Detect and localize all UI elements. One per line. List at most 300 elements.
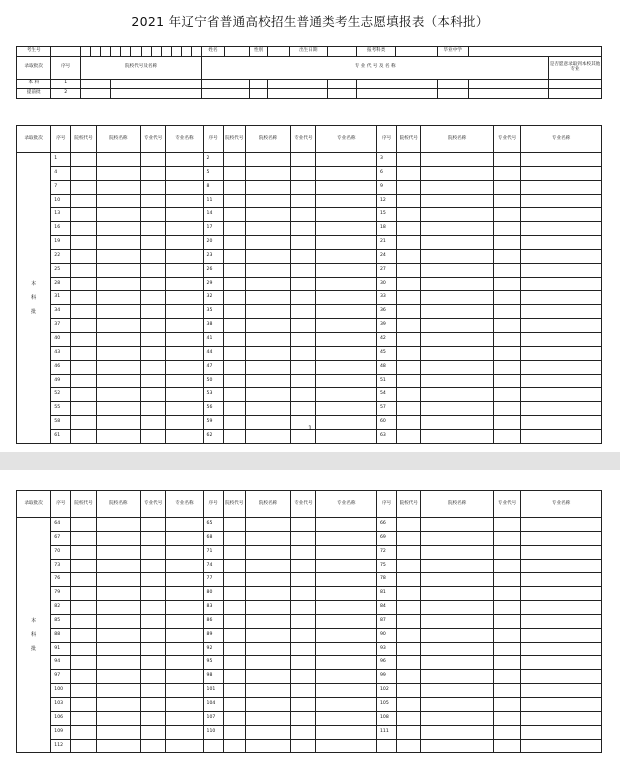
school-name-field[interactable] xyxy=(245,319,290,333)
major-field[interactable] xyxy=(202,79,250,89)
major-name-field[interactable] xyxy=(521,263,602,277)
major-code-field[interactable] xyxy=(291,180,316,194)
school-code-field[interactable] xyxy=(71,180,96,194)
major-name-field[interactable] xyxy=(166,402,203,416)
school-name-field[interactable] xyxy=(421,180,494,194)
school-name-field[interactable] xyxy=(421,670,494,684)
school-code-field[interactable] xyxy=(223,725,245,739)
major-name-field[interactable] xyxy=(521,332,602,346)
major-code-field[interactable] xyxy=(291,614,316,628)
school-code-field[interactable] xyxy=(223,208,245,222)
major-code-field[interactable] xyxy=(493,222,520,236)
major-name-field[interactable] xyxy=(521,153,602,167)
school-code-field[interactable] xyxy=(397,614,421,628)
school-code-field[interactable] xyxy=(223,332,245,346)
school-code-field[interactable] xyxy=(223,236,245,250)
school-code-field[interactable] xyxy=(223,711,245,725)
school-code-field[interactable] xyxy=(223,559,245,573)
school-name-field[interactable] xyxy=(421,642,494,656)
major-name-field[interactable] xyxy=(521,166,602,180)
school-code-field[interactable] xyxy=(397,628,421,642)
major-name-field[interactable] xyxy=(166,346,203,360)
major-code-field[interactable] xyxy=(141,319,166,333)
major-name-field[interactable] xyxy=(316,208,377,222)
major-code-field[interactable] xyxy=(141,236,166,250)
major-name-field[interactable] xyxy=(521,222,602,236)
major-code-field[interactable] xyxy=(141,559,166,573)
school-name-field[interactable] xyxy=(245,670,290,684)
school-name-field[interactable] xyxy=(245,545,290,559)
school-name-field[interactable] xyxy=(96,208,140,222)
school-name-field[interactable] xyxy=(421,319,494,333)
major-code-field[interactable] xyxy=(437,89,468,99)
major-name-field[interactable] xyxy=(316,319,377,333)
school-name-field[interactable] xyxy=(421,374,494,388)
major-code-field[interactable] xyxy=(493,559,520,573)
major-name-field[interactable] xyxy=(521,670,602,684)
exam-id-digit[interactable] xyxy=(161,47,171,57)
school-code-field[interactable] xyxy=(71,374,96,388)
school-code-field[interactable] xyxy=(223,601,245,615)
school-code-field[interactable] xyxy=(397,291,421,305)
school-name-field[interactable] xyxy=(96,739,140,753)
school-name-field[interactable] xyxy=(421,545,494,559)
school-code-field[interactable] xyxy=(71,670,96,684)
school-code-field[interactable] xyxy=(223,388,245,402)
major-name-field[interactable] xyxy=(166,236,203,250)
major-code-field[interactable] xyxy=(141,402,166,416)
school-name-field[interactable] xyxy=(421,402,494,416)
school-code-field[interactable] xyxy=(223,587,245,601)
school-code-field[interactable] xyxy=(71,656,96,670)
school-name-field[interactable] xyxy=(96,180,140,194)
major-name-field[interactable] xyxy=(521,319,602,333)
school-name-field[interactable] xyxy=(96,291,140,305)
school-code-field[interactable] xyxy=(223,346,245,360)
school-name-field[interactable] xyxy=(245,725,290,739)
major-name-field[interactable] xyxy=(166,531,203,545)
major-name-field[interactable] xyxy=(316,656,377,670)
school-name-field[interactable] xyxy=(421,628,494,642)
subject-field[interactable] xyxy=(395,47,437,57)
school-code-field[interactable] xyxy=(71,346,96,360)
school-name-field[interactable] xyxy=(245,388,290,402)
school-name-field[interactable] xyxy=(421,388,494,402)
major-name-field[interactable] xyxy=(316,711,377,725)
school-code-field[interactable] xyxy=(223,739,245,753)
school-name-field[interactable] xyxy=(245,684,290,698)
major-name-field[interactable] xyxy=(166,684,203,698)
major-code-field[interactable] xyxy=(141,388,166,402)
school-name-field[interactable] xyxy=(245,628,290,642)
school-name-field[interactable] xyxy=(96,697,140,711)
school-name-field[interactable] xyxy=(245,531,290,545)
major-name-field[interactable] xyxy=(521,725,602,739)
school-name-field[interactable] xyxy=(245,236,290,250)
school-name-field[interactable] xyxy=(421,166,494,180)
school-name-field[interactable] xyxy=(245,291,290,305)
major-code-field[interactable] xyxy=(493,518,520,532)
school-code-field[interactable] xyxy=(223,263,245,277)
school-code-field[interactable] xyxy=(71,739,96,753)
school-code-field[interactable] xyxy=(223,628,245,642)
major-name-field[interactable] xyxy=(521,573,602,587)
major-code-field[interactable] xyxy=(141,601,166,615)
major-name-field[interactable] xyxy=(166,360,203,374)
major-code-field[interactable] xyxy=(493,573,520,587)
major-code-field[interactable] xyxy=(493,614,520,628)
school-code-field[interactable] xyxy=(397,346,421,360)
school-code-field[interactable] xyxy=(223,402,245,416)
major-name-field[interactable] xyxy=(316,573,377,587)
major-code-field[interactable] xyxy=(291,684,316,698)
school-code-field[interactable] xyxy=(71,628,96,642)
school-code-field[interactable] xyxy=(397,531,421,545)
school-code-field[interactable] xyxy=(71,545,96,559)
school-name-field[interactable] xyxy=(245,194,290,208)
major-name-field[interactable] xyxy=(166,208,203,222)
school-code-field[interactable] xyxy=(80,79,110,89)
major-name-field[interactable] xyxy=(316,614,377,628)
school-code-field[interactable] xyxy=(71,222,96,236)
major-name-field[interactable] xyxy=(521,360,602,374)
major-name-field[interactable] xyxy=(316,697,377,711)
major-code-field[interactable] xyxy=(493,166,520,180)
school-code-field[interactable] xyxy=(71,711,96,725)
major-code-field[interactable] xyxy=(291,277,316,291)
major-code-field[interactable] xyxy=(493,277,520,291)
major-name-field[interactable] xyxy=(316,291,377,305)
school-name-field[interactable] xyxy=(245,263,290,277)
major-name-field[interactable] xyxy=(166,559,203,573)
major-code-field[interactable] xyxy=(493,601,520,615)
school-code-field[interactable] xyxy=(71,573,96,587)
major-code-field[interactable] xyxy=(291,166,316,180)
school-code-field[interactable] xyxy=(71,697,96,711)
school-name-field[interactable] xyxy=(421,305,494,319)
major-code-field[interactable] xyxy=(291,670,316,684)
school-name-field[interactable] xyxy=(96,402,140,416)
school-code-field[interactable] xyxy=(71,236,96,250)
school-code-field[interactable] xyxy=(71,208,96,222)
school-code-field[interactable] xyxy=(223,531,245,545)
school-name-field[interactable] xyxy=(245,346,290,360)
major-name-field[interactable] xyxy=(521,249,602,263)
school-name-field[interactable] xyxy=(421,559,494,573)
school-code-field[interactable] xyxy=(71,388,96,402)
school-name-field[interactable] xyxy=(111,89,202,99)
major-code-field[interactable] xyxy=(493,670,520,684)
school-code-field[interactable] xyxy=(71,601,96,615)
school-code-field[interactable] xyxy=(223,166,245,180)
school-name-field[interactable] xyxy=(421,332,494,346)
school-code-field[interactable] xyxy=(71,725,96,739)
school-code-field[interactable] xyxy=(71,194,96,208)
school-code-field[interactable] xyxy=(223,642,245,656)
major-name-field[interactable] xyxy=(521,531,602,545)
school-name-field[interactable] xyxy=(96,166,140,180)
major-name-field[interactable] xyxy=(316,180,377,194)
school-name-field[interactable] xyxy=(245,222,290,236)
major-code-field[interactable] xyxy=(291,208,316,222)
school-code-field[interactable] xyxy=(71,291,96,305)
school-name-field[interactable] xyxy=(96,374,140,388)
school-code-field[interactable] xyxy=(397,642,421,656)
exam-id-digit[interactable] xyxy=(192,47,202,57)
major-code-field[interactable] xyxy=(141,360,166,374)
school-code-field[interactable] xyxy=(397,656,421,670)
major-code-field[interactable] xyxy=(493,332,520,346)
school-name-field[interactable] xyxy=(245,518,290,532)
school-name-field[interactable] xyxy=(96,332,140,346)
major-code-field[interactable] xyxy=(141,263,166,277)
exam-id-digit[interactable] xyxy=(151,47,161,57)
school-name-field[interactable] xyxy=(421,739,494,753)
school-name-field[interactable] xyxy=(96,319,140,333)
major-code-field[interactable] xyxy=(291,656,316,670)
school-name-field[interactable] xyxy=(245,739,290,753)
major-code-field[interactable] xyxy=(291,305,316,319)
school-code-field[interactable] xyxy=(71,277,96,291)
school-name-field[interactable] xyxy=(421,249,494,263)
school-code-field[interactable] xyxy=(71,305,96,319)
major-name-field[interactable] xyxy=(521,346,602,360)
school-name-field[interactable] xyxy=(245,249,290,263)
school-code-field[interactable] xyxy=(397,388,421,402)
school-name-field[interactable] xyxy=(245,208,290,222)
major-code-field[interactable] xyxy=(141,222,166,236)
major-name-field[interactable] xyxy=(166,628,203,642)
major-code-field[interactable] xyxy=(291,697,316,711)
school-code-field[interactable] xyxy=(223,291,245,305)
school-code-field[interactable] xyxy=(397,518,421,532)
birth-field[interactable] xyxy=(328,47,357,57)
major-code-field[interactable] xyxy=(291,642,316,656)
major-name-field[interactable] xyxy=(521,739,602,753)
major-name-field[interactable] xyxy=(316,360,377,374)
school-name-field[interactable] xyxy=(421,208,494,222)
school-code-field[interactable] xyxy=(397,684,421,698)
gender-field[interactable] xyxy=(268,47,289,57)
major-name-field[interactable] xyxy=(316,222,377,236)
major-name-field[interactable] xyxy=(166,587,203,601)
school-name-field[interactable] xyxy=(245,402,290,416)
school-code-field[interactable] xyxy=(397,402,421,416)
major-name-field[interactable] xyxy=(316,332,377,346)
school-code-field[interactable] xyxy=(71,332,96,346)
school-code-field[interactable] xyxy=(223,360,245,374)
school-name-field[interactable] xyxy=(245,153,290,167)
school-code-field[interactable] xyxy=(71,642,96,656)
major-name-field[interactable] xyxy=(166,711,203,725)
school-code-field[interactable] xyxy=(223,277,245,291)
major-code-field[interactable] xyxy=(141,518,166,532)
major-code-field[interactable] xyxy=(493,291,520,305)
major-name-field[interactable] xyxy=(166,332,203,346)
school-name-field[interactable] xyxy=(96,545,140,559)
school-code-field[interactable] xyxy=(397,573,421,587)
adjust-field[interactable] xyxy=(549,79,602,89)
school-code-field[interactable] xyxy=(397,697,421,711)
major-name-field[interactable] xyxy=(166,518,203,532)
school-code-field[interactable] xyxy=(397,545,421,559)
major-name-field[interactable] xyxy=(521,402,602,416)
school-code-field[interactable] xyxy=(397,194,421,208)
school-name-field[interactable] xyxy=(421,656,494,670)
school-code-field[interactable] xyxy=(397,587,421,601)
school-name-field[interactable] xyxy=(96,277,140,291)
exam-id-digit[interactable] xyxy=(141,47,151,57)
school-name-field[interactable] xyxy=(96,628,140,642)
major-name-field[interactable] xyxy=(521,180,602,194)
major-name-field[interactable] xyxy=(166,614,203,628)
school-name-field[interactable] xyxy=(96,249,140,263)
school-code-field[interactable] xyxy=(397,263,421,277)
major-name-field[interactable] xyxy=(521,236,602,250)
major-name-field[interactable] xyxy=(166,642,203,656)
school-name-field[interactable] xyxy=(96,222,140,236)
major-name-field[interactable] xyxy=(166,249,203,263)
exam-id-digit[interactable] xyxy=(131,47,141,57)
major-code-field[interactable] xyxy=(493,711,520,725)
major-name-field[interactable] xyxy=(521,518,602,532)
school-field[interactable] xyxy=(468,47,601,57)
major-name-field[interactable] xyxy=(166,725,203,739)
major-code-field[interactable] xyxy=(291,388,316,402)
major-code-field[interactable] xyxy=(141,670,166,684)
school-code-field[interactable] xyxy=(397,222,421,236)
school-code-field[interactable] xyxy=(223,518,245,532)
major-code-field[interactable] xyxy=(141,249,166,263)
school-name-field[interactable] xyxy=(245,360,290,374)
major-name-field[interactable] xyxy=(316,249,377,263)
major-code-field[interactable] xyxy=(493,263,520,277)
major-code-field[interactable] xyxy=(493,208,520,222)
major-name-field[interactable] xyxy=(166,656,203,670)
major-code-field[interactable] xyxy=(141,739,166,753)
major-code-field[interactable] xyxy=(493,374,520,388)
school-code-field[interactable] xyxy=(71,360,96,374)
school-code-field[interactable] xyxy=(80,89,110,99)
school-code-field[interactable] xyxy=(223,305,245,319)
major-code-field[interactable] xyxy=(291,222,316,236)
school-code-field[interactable] xyxy=(71,249,96,263)
major-name-field[interactable] xyxy=(166,319,203,333)
major-field[interactable] xyxy=(357,79,437,89)
school-code-field[interactable] xyxy=(71,559,96,573)
major-code-field[interactable] xyxy=(291,531,316,545)
major-code-field[interactable] xyxy=(291,360,316,374)
major-name-field[interactable] xyxy=(316,388,377,402)
major-code-field[interactable] xyxy=(291,402,316,416)
major-code-field[interactable] xyxy=(291,374,316,388)
major-field[interactable] xyxy=(357,89,437,99)
major-code-field[interactable] xyxy=(493,531,520,545)
major-code-field[interactable] xyxy=(493,684,520,698)
school-code-field[interactable] xyxy=(71,319,96,333)
major-code-field[interactable] xyxy=(141,684,166,698)
school-code-field[interactable] xyxy=(397,374,421,388)
major-name-field[interactable] xyxy=(316,402,377,416)
major-name-field[interactable] xyxy=(166,222,203,236)
major-code-field[interactable] xyxy=(141,697,166,711)
major-code-field[interactable] xyxy=(141,628,166,642)
school-name-field[interactable] xyxy=(421,531,494,545)
school-name-field[interactable] xyxy=(96,236,140,250)
major-code-field[interactable] xyxy=(291,518,316,532)
school-code-field[interactable] xyxy=(397,153,421,167)
major-name-field[interactable] xyxy=(316,194,377,208)
school-name-field[interactable] xyxy=(96,601,140,615)
school-name-field[interactable] xyxy=(421,277,494,291)
major-name-field[interactable] xyxy=(166,305,203,319)
major-name-field[interactable] xyxy=(521,628,602,642)
school-name-field[interactable] xyxy=(96,518,140,532)
school-code-field[interactable] xyxy=(223,697,245,711)
major-code-field[interactable] xyxy=(291,346,316,360)
school-code-field[interactable] xyxy=(71,684,96,698)
exam-id-digit[interactable] xyxy=(101,47,111,57)
school-name-field[interactable] xyxy=(421,725,494,739)
major-code-field[interactable] xyxy=(141,194,166,208)
major-code-field[interactable] xyxy=(141,346,166,360)
major-name-field[interactable] xyxy=(166,573,203,587)
major-code-field[interactable] xyxy=(291,628,316,642)
school-name-field[interactable] xyxy=(421,601,494,615)
major-code-field[interactable] xyxy=(437,79,468,89)
school-code-field[interactable] xyxy=(223,222,245,236)
school-code-field[interactable] xyxy=(223,684,245,698)
major-name-field[interactable] xyxy=(521,388,602,402)
school-code-field[interactable] xyxy=(71,166,96,180)
school-name-field[interactable] xyxy=(421,346,494,360)
school-name-field[interactable] xyxy=(421,587,494,601)
major-name-field[interactable] xyxy=(316,346,377,360)
school-name-field[interactable] xyxy=(245,166,290,180)
major-field[interactable] xyxy=(468,79,548,89)
school-code-field[interactable] xyxy=(397,559,421,573)
major-code-field[interactable] xyxy=(291,711,316,725)
major-name-field[interactable] xyxy=(316,642,377,656)
school-name-field[interactable] xyxy=(245,601,290,615)
school-name-field[interactable] xyxy=(421,573,494,587)
school-name-field[interactable] xyxy=(421,360,494,374)
school-name-field[interactable] xyxy=(421,153,494,167)
major-name-field[interactable] xyxy=(316,545,377,559)
school-code-field[interactable] xyxy=(223,319,245,333)
major-code-field[interactable] xyxy=(493,642,520,656)
school-name-field[interactable] xyxy=(245,559,290,573)
school-code-field[interactable] xyxy=(397,711,421,725)
major-name-field[interactable] xyxy=(316,153,377,167)
major-code-field[interactable] xyxy=(493,402,520,416)
school-code-field[interactable] xyxy=(71,518,96,532)
major-name-field[interactable] xyxy=(316,166,377,180)
school-code-field[interactable] xyxy=(223,656,245,670)
major-name-field[interactable] xyxy=(316,725,377,739)
school-name-field[interactable] xyxy=(96,587,140,601)
major-name-field[interactable] xyxy=(316,305,377,319)
major-name-field[interactable] xyxy=(166,374,203,388)
school-name-field[interactable] xyxy=(96,614,140,628)
school-code-field[interactable] xyxy=(71,402,96,416)
school-name-field[interactable] xyxy=(96,388,140,402)
major-code-field[interactable] xyxy=(291,153,316,167)
major-code-field[interactable] xyxy=(141,305,166,319)
major-name-field[interactable] xyxy=(316,236,377,250)
major-code-field[interactable] xyxy=(141,725,166,739)
school-name-field[interactable] xyxy=(421,518,494,532)
